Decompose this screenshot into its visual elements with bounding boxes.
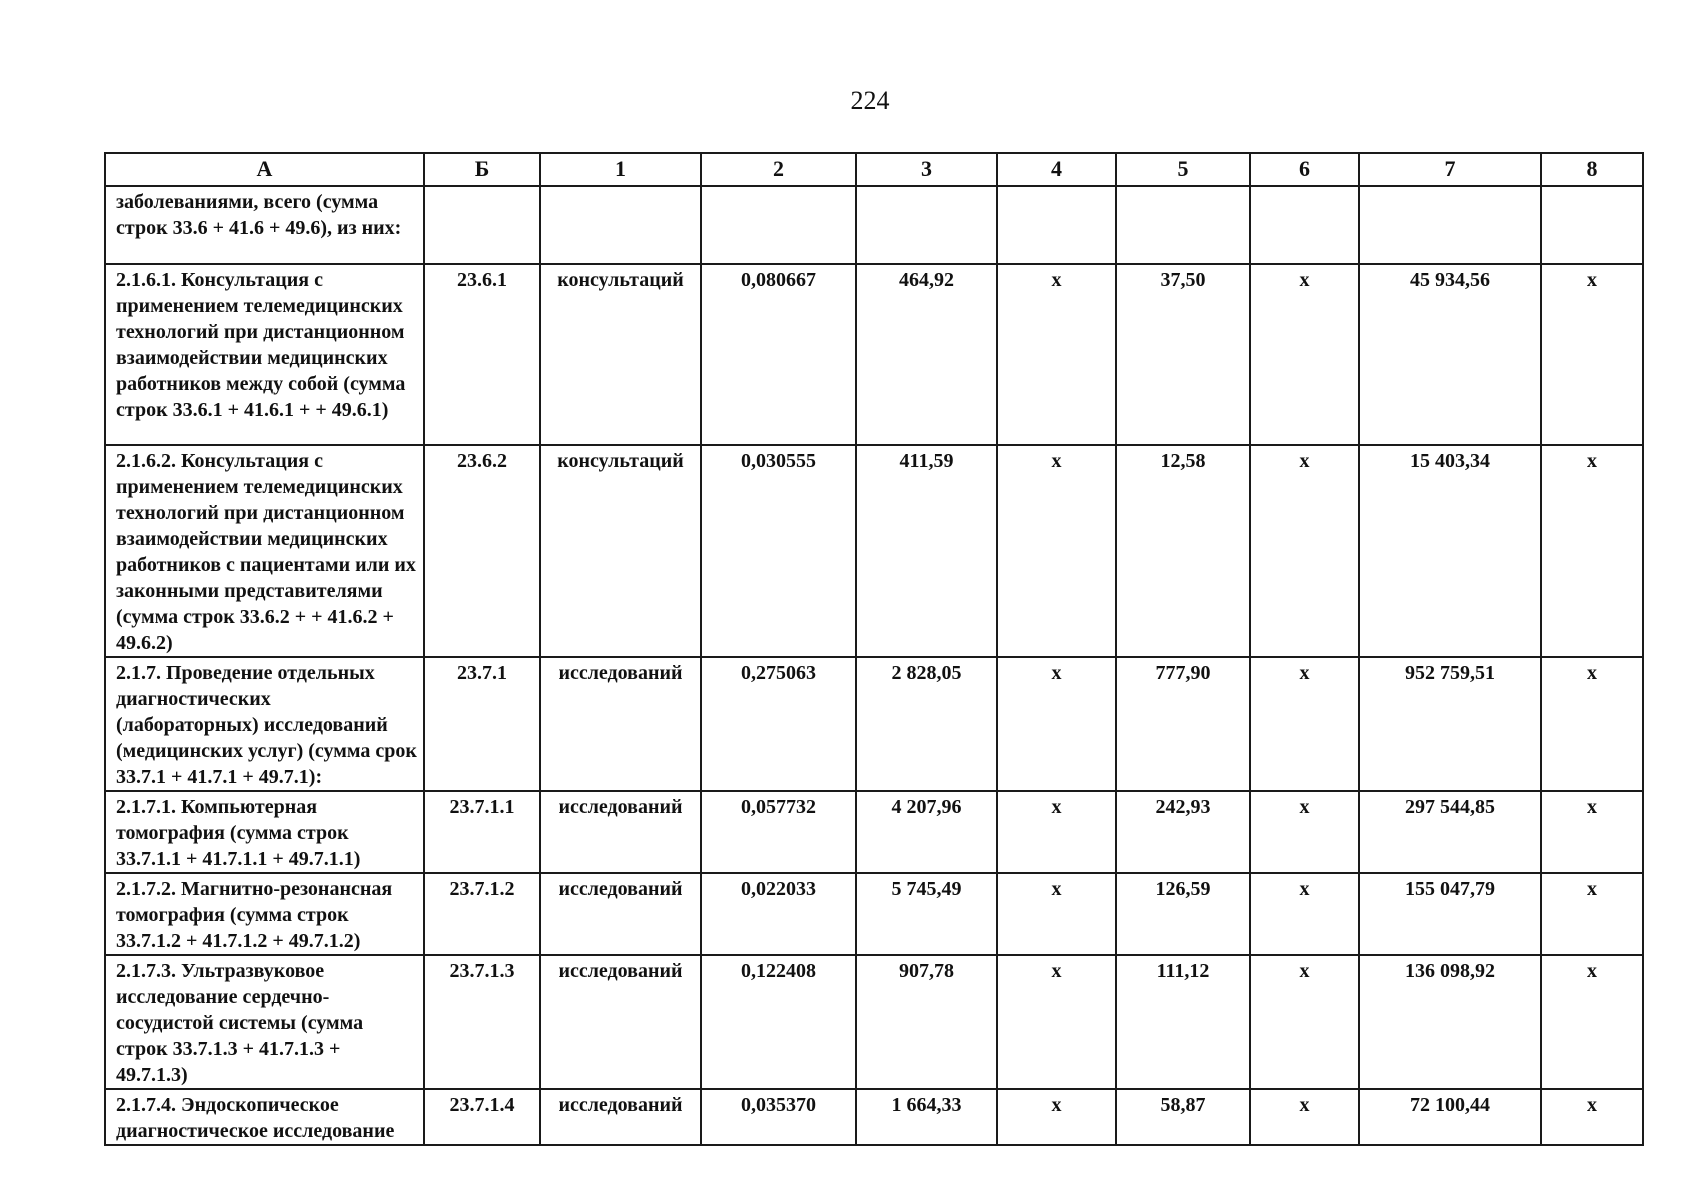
row-description: заболеваниями, всего (сумма строк 33.6 + 41.6 + 49.6), из них:: [105, 186, 424, 264]
table-cell: 155 047,79: [1359, 873, 1541, 955]
table-row: [105, 264, 1643, 445]
row-unit: консультаций: [540, 264, 701, 445]
row-code: 23.7.1: [424, 657, 540, 791]
row-unit: исследований: [540, 791, 701, 873]
row-code: 23.7.1.1: [424, 791, 540, 873]
row-code: 23.7.1.3: [424, 955, 540, 1089]
column-header-8: 8: [1541, 153, 1643, 186]
row-description: 2.1.6.1. Консультация с применением телемедицинских технологий при дистанционном взаимодействии медицинских работников между собой (сумма строк 33.6.1 + 41.6.1 + + 49.6.1): [105, 264, 424, 445]
row-description: 2.1.7.3. Ультразвуковое исследование сердечно-сосудистой системы (сумма строк 33.7.1.3 + 41.7.1.3 + 49.7.1.3): [105, 955, 424, 1089]
column-header-b: Б: [424, 153, 540, 186]
table-row: [105, 873, 1643, 955]
table-cell: 45 934,56: [1359, 264, 1541, 445]
row-description: 2.1.7.4. Эндоскопическое диагностическое исследование: [105, 1089, 424, 1145]
table-cell: 37,50: [1116, 264, 1250, 445]
row-unit: консультаций: [540, 445, 701, 657]
table-cell: 72 100,44: [1359, 1089, 1541, 1145]
table-cell: 907,78: [856, 955, 997, 1089]
table-cell: 111,12: [1116, 955, 1250, 1089]
table-cell: 0,022033: [701, 873, 856, 955]
table-row: [105, 955, 1643, 1089]
table-cell: х: [1541, 657, 1643, 791]
row-unit: исследований: [540, 873, 701, 955]
table-cell: [1116, 186, 1250, 264]
table-cell: х: [1541, 445, 1643, 657]
column-header-2: 2: [701, 153, 856, 186]
table-cell: х: [997, 791, 1116, 873]
table-row: [105, 445, 1643, 657]
table-cell: 242,93: [1116, 791, 1250, 873]
table-cell: х: [997, 264, 1116, 445]
table-cell: х: [1250, 1089, 1359, 1145]
table-cell: х: [1250, 264, 1359, 445]
column-header-7: 7: [1359, 153, 1541, 186]
row-description: 2.1.7.1. Компьютерная томография (сумма строк 33.7.1.1 + 41.7.1.1 + 49.7.1.1): [105, 791, 424, 873]
table-cell: [1250, 186, 1359, 264]
table-row: [105, 657, 1643, 791]
table-cell: 5 745,49: [856, 873, 997, 955]
row-description: 2.1.7. Проведение отдельных диагностических (лабораторных) исследований (медицинских услуг) (сумма срок 33.7.1 + 41.7.1 + 49.7.1):: [105, 657, 424, 791]
table-cell: 126,59: [1116, 873, 1250, 955]
table-row: [105, 791, 1643, 873]
column-header-a: А: [105, 153, 424, 186]
table-cell: х: [997, 657, 1116, 791]
table-cell: 0,275063: [701, 657, 856, 791]
table-cell: 12,58: [1116, 445, 1250, 657]
table-cell: [856, 186, 997, 264]
table-cell: х: [1541, 955, 1643, 1089]
table-cell: х: [997, 955, 1116, 1089]
header-row: [105, 153, 1643, 186]
table-cell: х: [1541, 1089, 1643, 1145]
table-cell: х: [1250, 873, 1359, 955]
table-cell: 411,59: [856, 445, 997, 657]
table-row: [105, 1089, 1643, 1145]
table-cell: х: [1541, 264, 1643, 445]
column-header-3: 3: [856, 153, 997, 186]
row-code: 23.7.1.2: [424, 873, 540, 955]
table-cell: 464,92: [856, 264, 997, 445]
table-cell: [701, 186, 856, 264]
row-code: 23.6.1: [424, 264, 540, 445]
table-cell: х: [1250, 445, 1359, 657]
table-cell: 58,87: [1116, 1089, 1250, 1145]
column-header-1: 1: [540, 153, 701, 186]
table-cell: 2 828,05: [856, 657, 997, 791]
table-cell: х: [997, 1089, 1116, 1145]
table-cell: 15 403,34: [1359, 445, 1541, 657]
table-cell: 0,057732: [701, 791, 856, 873]
table-cell: 136 098,92: [1359, 955, 1541, 1089]
row-unit: исследований: [540, 657, 701, 791]
table-cell: [1541, 186, 1643, 264]
table-cell: х: [1541, 873, 1643, 955]
table-cell: х: [1250, 791, 1359, 873]
data-table: [104, 152, 1644, 1146]
table-cell: 0,030555: [701, 445, 856, 657]
column-header-4: 4: [997, 153, 1116, 186]
page-number: 224: [850, 86, 890, 115]
table-cell: 0,080667: [701, 264, 856, 445]
row-unit: [540, 186, 701, 264]
table-cell: 297 544,85: [1359, 791, 1541, 873]
table-cell: 0,122408: [701, 955, 856, 1089]
row-description: 2.1.7.2. Магнитно-резонансная томография (сумма строк 33.7.1.2 + 41.7.1.2 + 49.7.1.2): [105, 873, 424, 955]
row-code: 23.6.2: [424, 445, 540, 657]
table-cell: х: [1541, 791, 1643, 873]
row-unit: исследований: [540, 955, 701, 1089]
table-cell: 4 207,96: [856, 791, 997, 873]
column-header-5: 5: [1116, 153, 1250, 186]
table-cell: [997, 186, 1116, 264]
column-header-6: 6: [1250, 153, 1359, 186]
row-code: [424, 186, 540, 264]
row-code: 23.7.1.4: [424, 1089, 540, 1145]
table-cell: х: [997, 445, 1116, 657]
table-cell: 777,90: [1116, 657, 1250, 791]
table-cell: 1 664,33: [856, 1089, 997, 1145]
table-cell: 0,035370: [701, 1089, 856, 1145]
table-row: [105, 186, 1643, 264]
table-cell: [1359, 186, 1541, 264]
table-cell: х: [1250, 955, 1359, 1089]
table-cell: 952 759,51: [1359, 657, 1541, 791]
row-unit: исследований: [540, 1089, 701, 1145]
row-description: 2.1.6.2. Консультация с применением телемедицинских технологий при дистанционном взаимодействии медицинских работников с пациентами или их законными представителями (сумма строк 33.6.2 + + 41.6.2 + 49.6.2): [105, 445, 424, 657]
table-cell: х: [997, 873, 1116, 955]
table-cell: х: [1250, 657, 1359, 791]
